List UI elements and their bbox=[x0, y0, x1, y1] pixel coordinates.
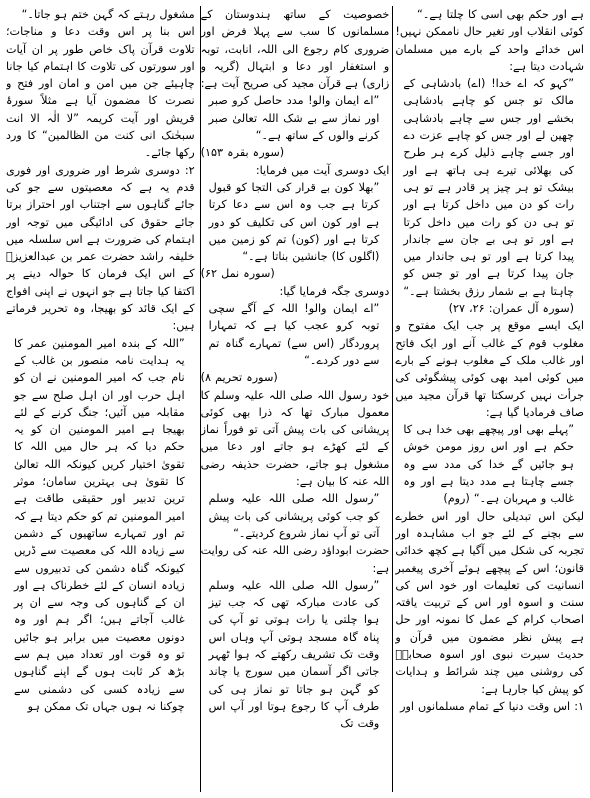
paragraph: مشغول رہتے کہ گہن ختم ہو جاتا۔“ bbox=[21, 8, 195, 21]
paragraph: خود رسول اللہ صلی اللہ علیہ وسلم کا معمول مبارک تھا کہ ذرا بھی کوئی پریشانی کی بات پیش آتی تو فوراً نماز کے لئے کھڑے ہو جاتے اور دعا میں مشغول ہو جاتے، حضرت حذیفہ رضی اللہ عنہ کا بیان ہے: bbox=[200, 388, 390, 489]
paragraph: ایک ایسے موقع پر جب ایک مفتوح و مغلوب قوم کے غالب آنے اور ایک فاتح اور غالب ملک کے مغلوب ہونے کے بارے میں کوئی امید بھی کوئی پیشگوئی کی جرأت نہیں کرسکتا تھا قرآن مجید میں صاف فرمادیا گیا ہے: bbox=[395, 319, 584, 419]
quoted-passage: ”رسول اللہ صلی اللہ علیہ وسلم کی عادت مبارکہ تھی کہ جب تیز ہوا چلتی یا رات ہوتی تو آپ کی پناہ گاہ مسجد ہوتی آپ وہاں اس وقت تک تشریف رکھتے کہ ہوا ٹھہر جاتی اگر آسمان میں سورج یا چاند کو گہن ہو جاتا تو نماز ہی کی طرف آپ کا رجوع ہوتا اور آپ اس وقت تک bbox=[208, 578, 380, 731]
quoted-passage: ”پہلے بھی اور پیچھے بھی خدا ہی کا حکم ہے اور اس روز مومن خوش ہو جائیں گے خدا کی مدد سے وہ جسے چاہتا ہے مدد دیتا ہے اور وہ غالب و مہربان ہے۔“ (روم) bbox=[403, 423, 574, 506]
verse-reference: (سورہ بقرہ ۱۵۳) bbox=[200, 146, 285, 160]
paragraph: دوسری جگہ فرمایا گیا: bbox=[279, 284, 390, 298]
column-divider bbox=[200, 6, 201, 792]
quoted-passage: ”اے ایمان والو! مدد حاصل کرو صبر اور نماز سے بے شک اللہ تعالیٰ صبر کرنے والوں کے ساتھ ہے۔“ bbox=[208, 94, 380, 143]
quoted-passage: ”کہو کہ اے خدا! (اے) بادشاہی کے مالک تو جس کو چاہے بادشاہی بخشے اور جس سے چاہے بادشاہی چھین لے اور جس کو چاہے عزت دے اور جسے چاہے ذلیل کرے ہر طرح کی بھلائی تیرے ہی ہاتھ ہے اور بیشک تو ہر چیز پر قادر ہے تو ہی رات کو دن میں داخل کرتا ہے اور تو ہی دن کو رات میں داخل کرتا ہے اور تو ہی بے جان سے جاندار پیدا کرتا ہے اور تو ہی جاندار میں جان پیدا کرتا ہے اور تو جس کو چاہتا ہے بے شمار رزق بخشتا ہے۔“ (سورہ آل عمران: ۲۶، ۲۷) bbox=[403, 77, 574, 316]
quoted-passage: ”اے ایمان والو! اللہ کے آگے سچی توبہ کرو عجب کیا ہے کہ تمہارا پروردگار (اس سے) تمہارے گناہ تم سے دور کردے۔“ bbox=[208, 302, 380, 367]
column-middle bbox=[201, 6, 390, 792]
text-columns bbox=[6, 6, 584, 792]
paragraph: ہے اور حکم بھی اسی کا چلتا ہے۔“ bbox=[417, 8, 584, 21]
column-divider bbox=[392, 6, 393, 792]
paragraph: کوئی انقلاب اور تغیر حال ناممکن نہیں! اس خدائے واحد کے بارے میں مسلمان شہادت دیتا ہے: bbox=[395, 25, 584, 73]
quoted-passage: ”بھلا کون بے قرار کی التجا کو قبول کرتا ہے جب وہ اس سے دعا کرتا ہے اور کون اس کی تکلیف کو دور کرتا ہے اور (کون) تم کو زمین میں (اگلوں کا) جانشین بناتا ہے۔“ bbox=[208, 180, 380, 264]
verse-reference: (سورہ تحریم ۸) bbox=[200, 371, 278, 385]
paragraph: ایک دوسری آیت میں فرمایا: bbox=[255, 163, 390, 177]
quoted-passage: ”اللہ کے بندہ امیر المومنین عمر کا یہ ہدایت نامہ منصور بن غالب کے نام جب کہ امیر المومنین نے ان کو اہل حرب اور ان اہل صلح سے جو مقابلہ میں آئیں؛ جنگ کرنے کے لئے بھیجا ہے امیر المومنین ان کو یہ حکم دیا کہ ہر حال میں اللہ کا تقویٰ اختیار کریں کیونکہ اللہ تعالیٰ کا تقویٰ ہی بہترین سامان؛ موثر ترین تدبیر اور حقیقی طاقت ہے امیر المومنین تم کو حکم دیتا ہے کہ تم اور تمہارے ساتھیوں کے دشمن سے زیادہ اللہ کی معصیت سے ڈریں کیونکہ گناہ دشمن کی تدبیروں سے زیادہ انسان کے لئے خطرناک ہے اور ان کے گناہوں کی وجہ سے ان پر غالب آجاتے ہیں؛ اگر ہم اور وہ دونوں معصیت میں برابر ہو جائیں تو وہ قوت اور تعداد میں ہم سے بڑھ کر ثابت ہوں گے اپنے گناہوں سے زیادہ کسی کی دشمنی سے چوکنا نہ ہوں جہاں تک ممکن ہو bbox=[13, 336, 185, 713]
paragraph: ۱: اس وقت دنیا کے تمام مسلمانوں اور bbox=[400, 699, 584, 713]
verse-reference: (سورہ نمل ۶۲) bbox=[200, 267, 275, 281]
column-right bbox=[395, 6, 584, 792]
quoted-passage: ”رسول اللہ صلی اللہ علیہ وسلم کو جب کوئی پریشانی کی بات پیش آتی تو آپ نماز شروع کردیتے۔“ bbox=[208, 492, 380, 540]
paragraph: ۲: دوسری شرط اور ضروری اور فوری قدم یہ ہے کہ معصیتوں سے جو کی جائے گناہوں سے اجتناب اور احتراز برتا جائے حقوق کی ادائیگی میں توجہ اور اہتمام کی ضرورت ہے اس سلسلہ میں خلیفہ راشد حضرت عمر بن عبدالعزیزؒ کے اس ایک فرمان کا حوالہ دینے پر اکتفا کیا جاتا ہے جو انہوں نے اپنی افواج کے ایک قائد کو بھیجا، وہ تحریر فرماتے ہیں: bbox=[5, 163, 195, 333]
column-left bbox=[6, 6, 195, 792]
paragraph: اس بنا پر اس وقت دعا و مناجات؛ تلاوت قرآن پاک خاص طور پر ان آیات اور سورتوں کی تلاوت کا اہتمام کیا جانا چاہیئے جن میں امن و امان اور فتح و نصرت کا مضمون آیا ہے مثلاً سورۂ قریش اور آیت کریمہ ”لا الٰہ الا انت سبحٰنک انی کنت من الظالمین“ کا ورد رکھا جائے۔ bbox=[5, 25, 195, 160]
paragraph: خصوصیت کے ساتھ ہندوستان کے مسلمانوں کا سب سے پہلا فرض اور ضروری کام رجوع الی اللہ، انابت، توبہ و استغفار اور دعا و ابتہال (گریہ و زاری) ہے قرآن مجید کی صریح آیت ہے: bbox=[200, 8, 390, 91]
paragraph: حضرت ابوداؤد رضی اللہ عنہ کی روایت ہے: bbox=[200, 544, 390, 575]
paragraph: لیکن اس تبدیلی حال اور اس خطرے سے بچنے کے لئے جو اب مشاہدہ اور تجربہ کی شکل میں آگیا ہے کچھ خدائی قانون؛ اس کے پیچھے ہوئے آخری پیغمبر انسانیت کی تعلیمات اور خود اس کی سنت و اسوہ اور اس کے تربیت یافتہ اصحاب کرام کے عمل کا نمونہ اور حل ہے پیش نظر مضمون میں قرآن و حدیث سیرت نبوی اور اسوہ صحابہؓ کی روشنی میں چند شرائط و ہدایات کو پیش کیا جارہا ہے: bbox=[395, 509, 584, 696]
